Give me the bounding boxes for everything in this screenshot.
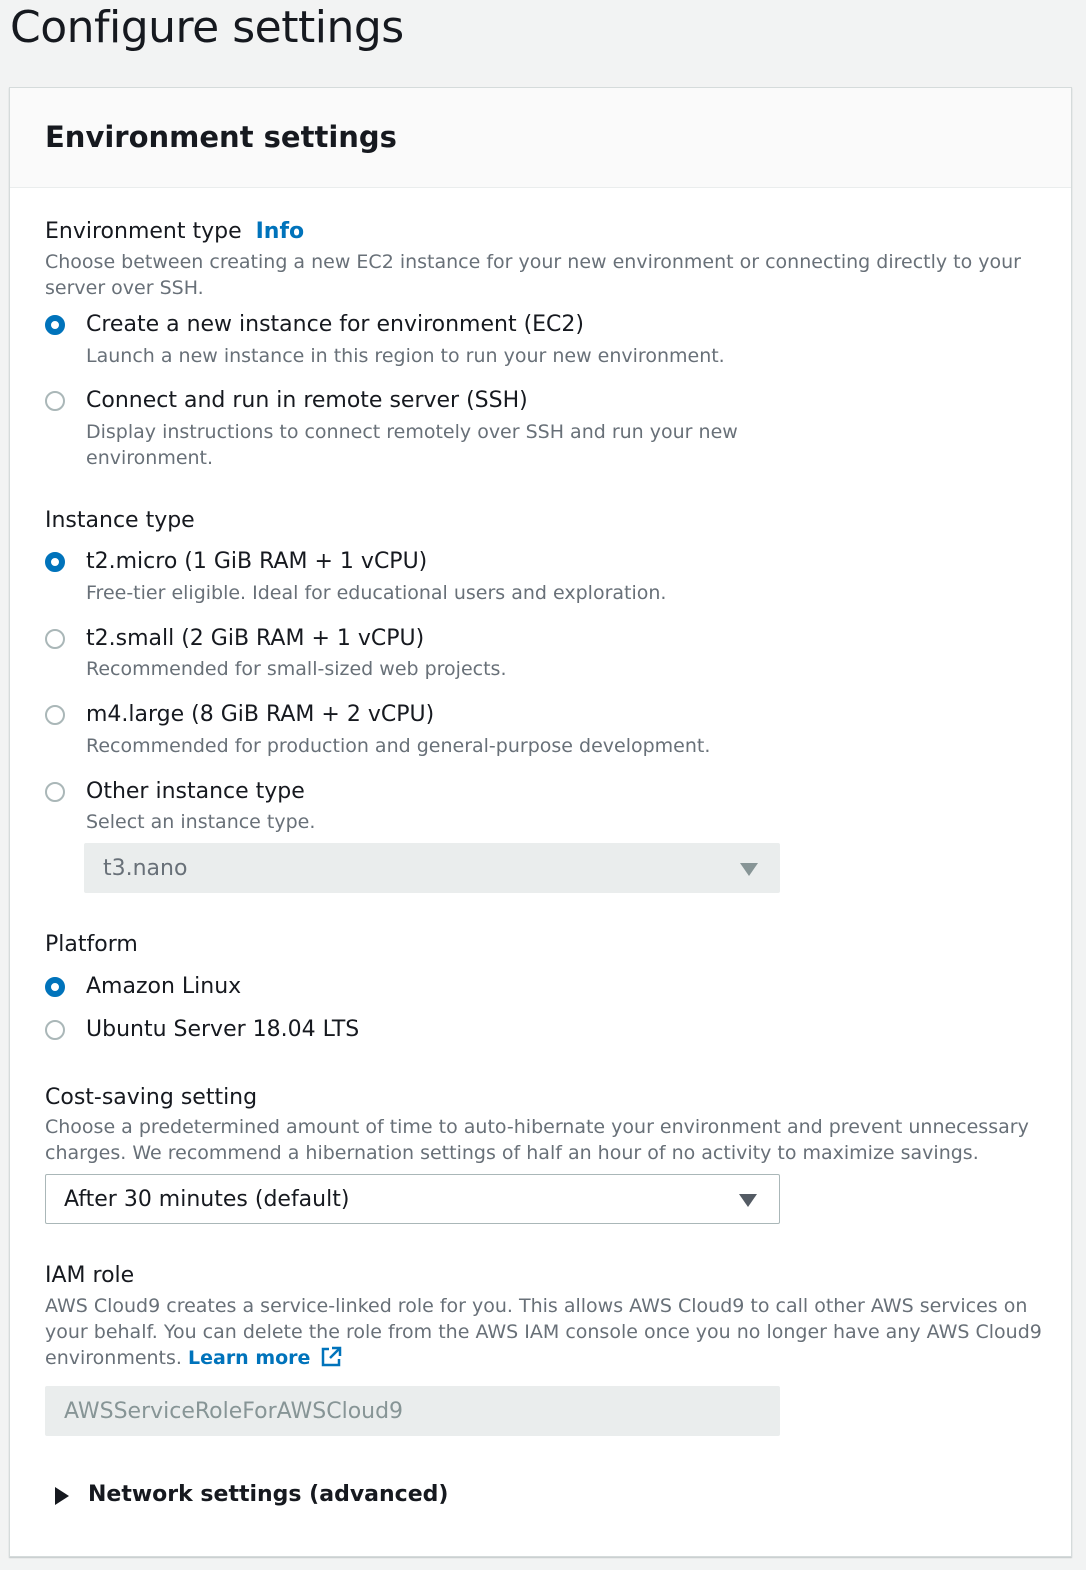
radio-amazon-linux[interactable] <box>45 977 65 997</box>
option-amazon-linux-label[interactable]: Amazon Linux <box>86 974 242 999</box>
iam-role-desc-line1: AWS Cloud9 creates a service-linked role for you. This allows AWS Cloud9 to call other AWS services on <box>45 1295 1028 1317</box>
iam-role-value: AWSServiceRoleForAWSCloud9 <box>64 1399 404 1424</box>
option-ec2-desc: Launch a new instance in this region to run your new environment. <box>86 345 725 367</box>
option-ssh-desc <box>86 419 738 471</box>
platform-label: Platform <box>45 932 138 957</box>
radio-ubuntu[interactable] <box>45 1020 65 1040</box>
environment-type-description <box>45 249 1045 301</box>
chevron-down-icon <box>739 1194 757 1207</box>
network-settings-toggle[interactable]: Network settings (advanced) <box>88 1482 449 1507</box>
other-instance-type-select <box>84 843 780 893</box>
cost-saving-description <box>45 1114 1055 1166</box>
iam-role-label: IAM role <box>45 1263 135 1288</box>
option-t2-micro-label[interactable]: t2.micro (1 GiB RAM + 1 vCPU) <box>86 549 428 574</box>
iam-role-description <box>45 1293 1055 1371</box>
panel-title: Environment settings <box>45 120 397 154</box>
iam-role-field <box>45 1386 780 1436</box>
option-t2-small-label[interactable]: t2.small (2 GiB RAM + 1 vCPU) <box>86 626 425 651</box>
cost-saving-desc-line1: Choose a predetermined amount of time to auto-hibernate your environment and prevent unnecessary <box>45 1116 1029 1138</box>
cost-saving-select-value: After 30 minutes (default) <box>64 1187 350 1212</box>
option-t2-small-desc: Recommended for small-sized web projects. <box>86 658 507 680</box>
environment-type-label-text: Environment type <box>45 219 242 244</box>
option-t2-micro-desc: Free-tier eligible. Ideal for educational users and exploration. <box>86 582 667 604</box>
environment-type-desc-line2: server over SSH. <box>45 277 204 299</box>
environment-settings-panel <box>9 87 1072 1557</box>
option-other-instance-desc: Select an instance type. <box>86 811 316 833</box>
option-ssh-label[interactable]: Connect and run in remote server (SSH) <box>86 388 528 413</box>
option-other-instance-label[interactable]: Other instance type <box>86 779 305 804</box>
iam-role-desc-line3 <box>45 1345 1055 1371</box>
instance-type-label: Instance type <box>45 508 195 533</box>
environment-type-desc-line1: Choose between creating a new EC2 instance for your new environment or connecting directly to your <box>45 251 1021 273</box>
panel-header <box>10 88 1071 188</box>
iam-role-desc-line2: your behalf. You can delete the role from the AWS IAM console once you no longer have any AWS Cloud9 <box>45 1321 1042 1343</box>
environment-type-info-link[interactable]: Info <box>255 219 305 244</box>
external-link-icon[interactable] <box>320 1346 342 1368</box>
option-m4-large-desc: Recommended for production and general-purpose development. <box>86 735 711 757</box>
chevron-down-icon <box>740 863 758 876</box>
radio-ssh[interactable] <box>45 391 65 411</box>
radio-ec2[interactable] <box>45 315 65 335</box>
option-m4-large-label[interactable]: m4.large (8 GiB RAM + 2 vCPU) <box>86 702 435 727</box>
option-ec2-label[interactable]: Create a new instance for environment (EC2) <box>86 312 584 337</box>
environment-type-label <box>45 219 304 244</box>
option-ssh-desc-line1: Display instructions to connect remotely over SSH and run your new <box>86 421 738 443</box>
iam-role-desc-line3-text: environments. <box>45 1347 182 1369</box>
option-ssh-desc-line2: environment. <box>86 447 214 469</box>
radio-other-instance[interactable] <box>45 782 65 802</box>
radio-t2-micro[interactable] <box>45 552 65 572</box>
page-title: Configure settings <box>10 2 404 53</box>
radio-t2-small[interactable] <box>45 629 65 649</box>
cost-saving-desc-line2: charges. We recommend a hibernation settings of half an hour of no activity to maximize savings. <box>45 1142 979 1164</box>
other-instance-type-value: t3.nano <box>103 856 188 881</box>
option-ubuntu-label[interactable]: Ubuntu Server 18.04 LTS <box>86 1017 360 1042</box>
learn-more-link[interactable]: Learn more <box>188 1347 311 1369</box>
cost-saving-label: Cost-saving setting <box>45 1085 258 1110</box>
cost-saving-select[interactable] <box>45 1174 780 1224</box>
radio-m4-large[interactable] <box>45 705 65 725</box>
caret-right-icon[interactable] <box>55 1487 69 1505</box>
